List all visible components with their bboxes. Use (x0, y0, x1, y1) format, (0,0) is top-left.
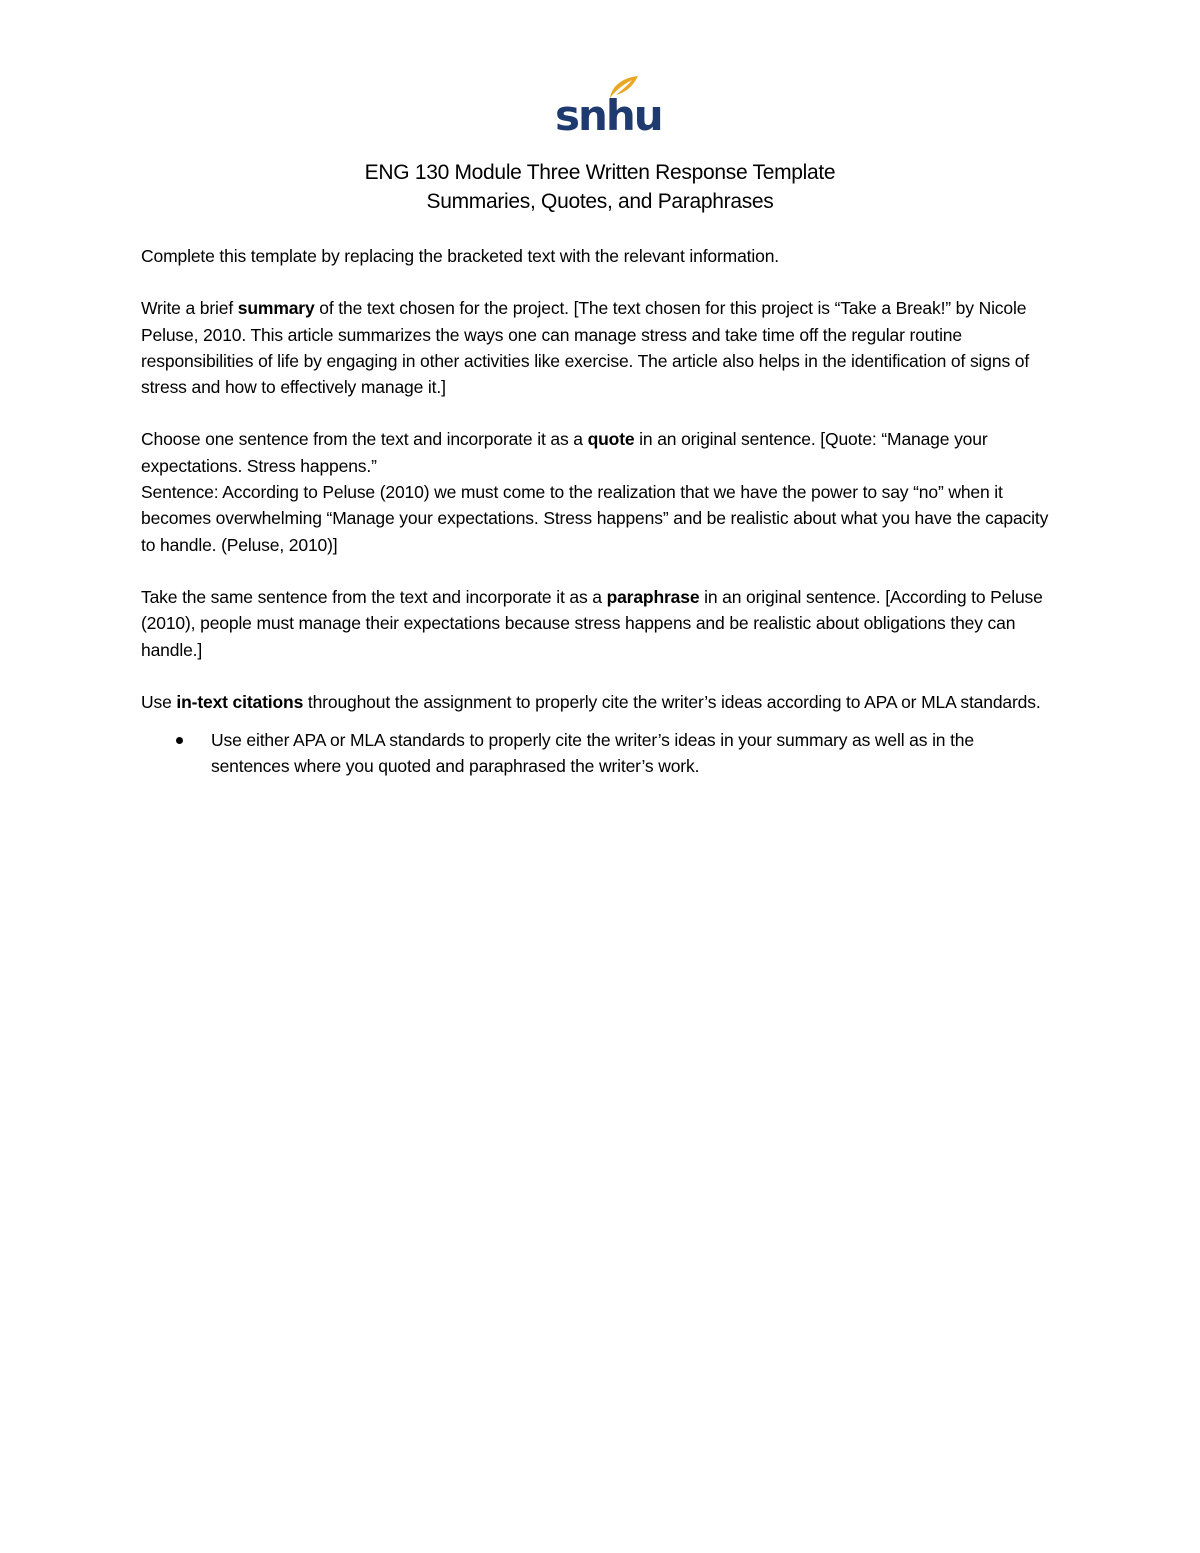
logo-text: snhu (555, 91, 662, 140)
citations-paragraph (141, 689, 1056, 715)
document-title: ENG 130 Module Three Written Response Template (364, 161, 836, 184)
document-subtitle: Summaries, Quotes, and Paraphrases (426, 190, 774, 213)
quote-prefix: Choose one sentence from the text and incorporate it as a (141, 429, 588, 450)
quote-keyword: quote (587, 429, 635, 450)
quote-paragraph (141, 426, 1056, 479)
paraphrase-text: in an original sentence. [According to Peluse (2010), people must manage their expectations because stress happens and be realistic about obligations they can handle.] (141, 586, 1043, 660)
bullet-text: Use either APA or MLA standards to properly cite the writer’s ideas in your summary as well as in the sentences where you quoted and paraphrased the writer’s work. (211, 730, 974, 777)
list-item (141, 727, 1056, 780)
logo-graphic (552, 70, 662, 140)
paraphrase-prefix: Take the same sentence from the text and incorporate it as a (141, 586, 607, 607)
bullet-icon (176, 737, 183, 744)
summary-paragraph (141, 295, 1056, 400)
document-header (0, 158, 1200, 216)
citations-text: throughout the assignment to properly cite the writer’s ideas according to APA or MLA standards. (303, 691, 1041, 712)
citations-prefix: Use (141, 691, 177, 712)
paraphrase-keyword: paraphrase (606, 586, 700, 607)
summary-text: of the text chosen for the project. [The text chosen for this project is “Take a Break!” by Nicole Peluse, 2010. This article summarizes the ways one can manage stress and take time off the regular routine responsibilities of life by engaging in other activities like exercise. The article also helps in the identification of signs of stress and how to effectively manage it.] (141, 298, 1030, 398)
document-body (141, 243, 1056, 780)
citation-bullet-list (141, 727, 1056, 780)
citations-keyword: in-text citations (176, 691, 304, 712)
quote-text: in an original sentence. [Quote: “Manage your expectations. Stress happens.” (141, 429, 988, 476)
instructions-paragraph: Complete this template by replacing the bracketed text with the relevant information. (141, 246, 780, 266)
summary-prefix: Write a brief (141, 298, 238, 319)
summary-keyword: summary (237, 298, 315, 319)
quote-sentence: Sentence: According to Peluse (2010) we must come to the realization that we have the power to say “no” when it becomes overwhelming “Manage your expectations. Stress happens” and be realistic about what you have the capacity to handle. (Peluse, 2010)] (141, 482, 1049, 555)
paraphrase-paragraph (141, 584, 1056, 663)
snhu-logo (552, 70, 662, 140)
